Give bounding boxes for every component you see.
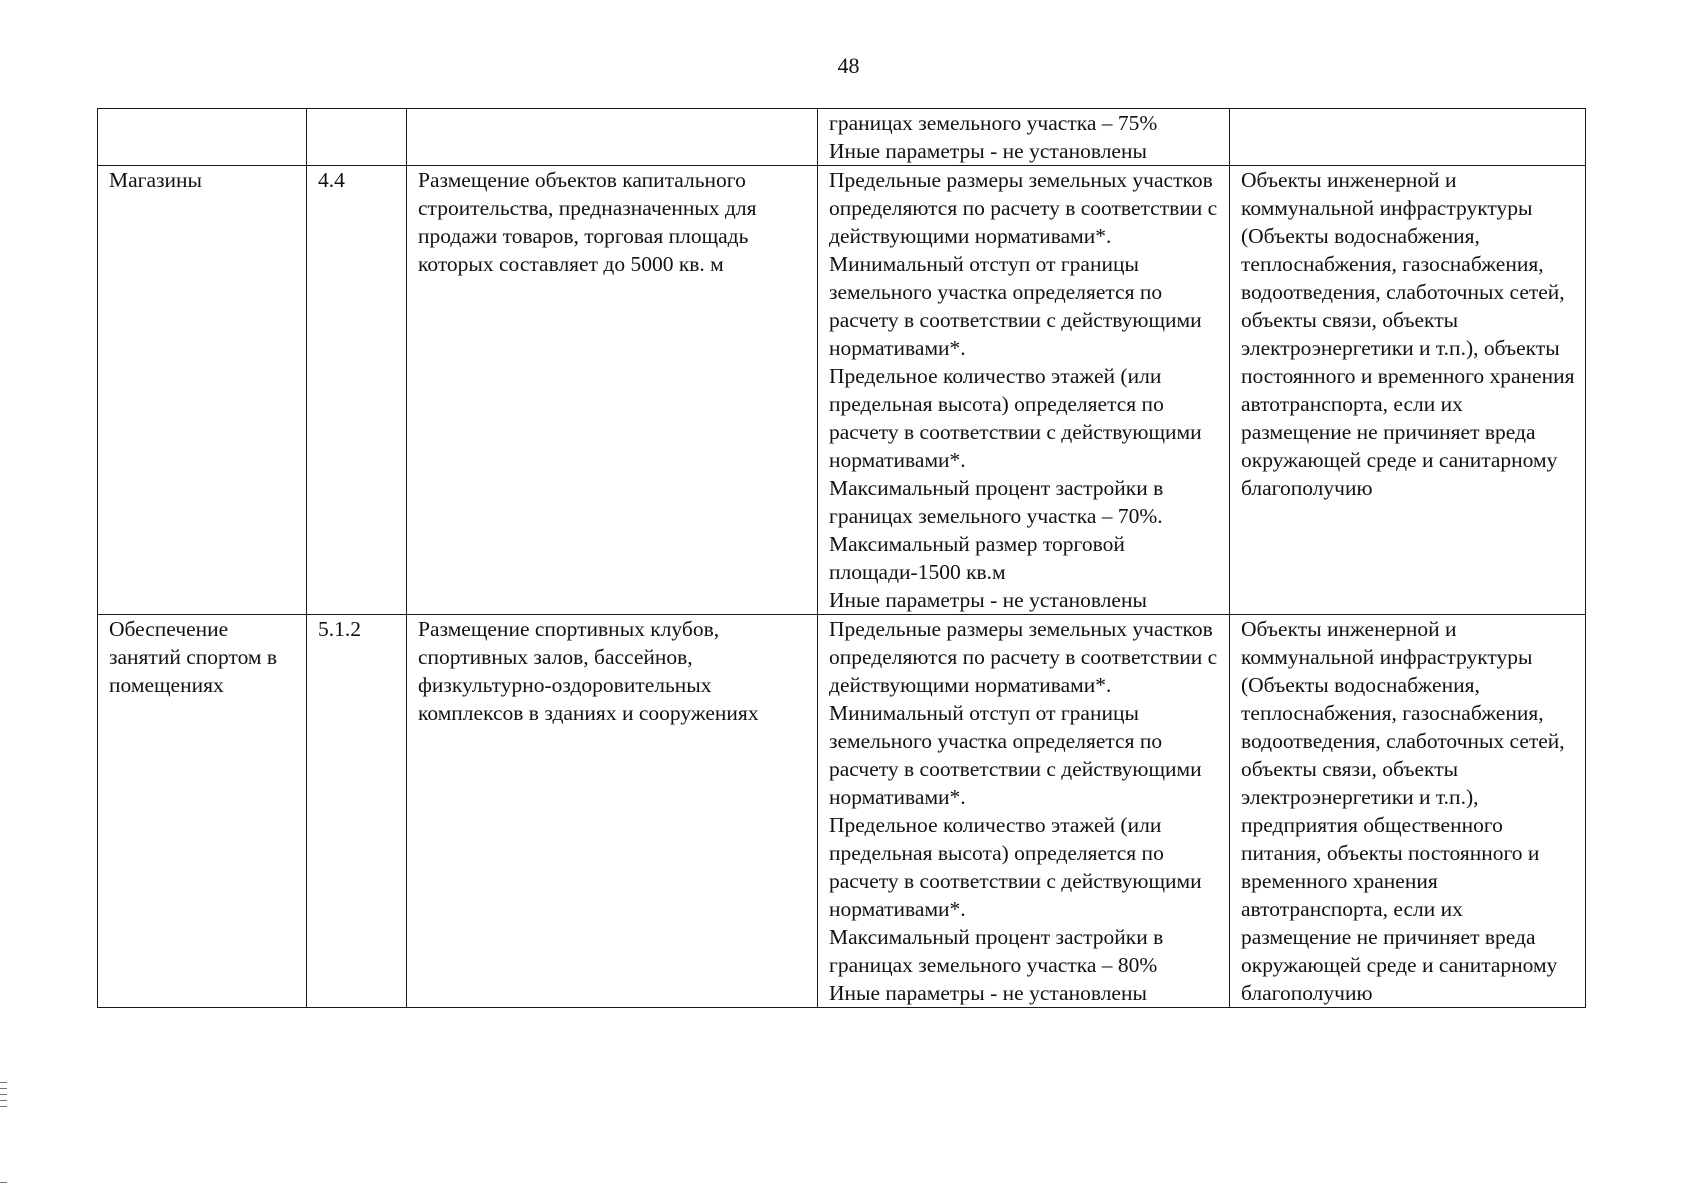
cell-auxiliary-uses: Объекты инженерной и коммунальной инфраструктуры (Объекты водоснабжения, теплоснабжения, газоснабжения, водоотведения, слаботочных сетей, объекты связи, объекты электроэнергетики и т.п.), предприятия общественного питания, объекты постоянного и временного хранения автотранспорта, если их размещение не причиняет вреда окружающей среде и санитарному благополучию [1230, 615, 1586, 1008]
cell-use-description: Размещение объектов капитального строительства, предназначенных для продажи товаров, торговая площадь которых составляет до 5000 кв. м [407, 166, 818, 615]
cell-use-name: Магазины [98, 166, 307, 615]
cell-auxiliary-uses [1230, 109, 1586, 166]
cell-use-name [98, 109, 307, 166]
scan-artifact-mark [0, 1182, 7, 1183]
cell-use-name: Обеспечение занятий спортом в помещениях [98, 615, 307, 1008]
table-row-continuation [98, 109, 1586, 166]
cell-auxiliary-uses: Объекты инженерной и коммунальной инфраструктуры (Объекты водоснабжения, теплоснабжения, газоснабжения, водоотведения, слаботочных сетей, объекты связи, объекты электроэнергетики и т.п.), объекты постоянного и временного хранения автотранспорта, если их размещение не причиняет вреда окружающей среде и санитарному благополучию [1230, 166, 1586, 615]
scan-artifact-mark [0, 1094, 7, 1095]
cell-parameters: Предельные размеры земельных участков определяются по расчету в соответствии с действующими нормативами*. Минимальный отступ от границы земельного участка определяется по расчету в соответствии с действующими нормативами*. Предельное количество этажей (или предельная высота) определяется по расчету в соответствии с действующими нормативами*. Максимальный процент застройки в границах земельного участка – 70%. Максимальный размер торговой площади-1500 кв.м Иные параметры - не установлены [818, 166, 1230, 615]
table-row-shops [98, 166, 1586, 615]
cell-use-code: 5.1.2 [307, 615, 407, 1008]
table-row-indoor-sports [98, 615, 1586, 1008]
regulations-table [97, 108, 1586, 1008]
page-number: 48 [837, 53, 860, 78]
scan-artifact-mark [0, 1106, 7, 1107]
cell-use-description: Размещение спортивных клубов, спортивных залов, бассейнов, физкультурно-оздоровительных комплексов в зданиях и сооружениях [407, 615, 818, 1008]
cell-use-code: 4.4 [307, 166, 407, 615]
scan-artifact-mark [0, 1082, 7, 1083]
cell-use-code [307, 109, 407, 166]
cell-parameters: Предельные размеры земельных участков определяются по расчету в соответствии с действующими нормативами*. Минимальный отступ от границы земельного участка определяется по расчету в соответствии с действующими нормативами*. Предельное количество этажей (или предельная высота) определяется по расчету в соответствии с действующими нормативами*. Максимальный процент застройки в границах земельного участка – 80% Иные параметры - не установлены [818, 615, 1230, 1008]
cell-use-description [407, 109, 818, 166]
scan-artifact-mark [0, 1100, 7, 1101]
cell-parameters: границах земельного участка – 75% Иные параметры - не установлены [818, 109, 1230, 166]
scan-artifact-mark [0, 1088, 7, 1089]
